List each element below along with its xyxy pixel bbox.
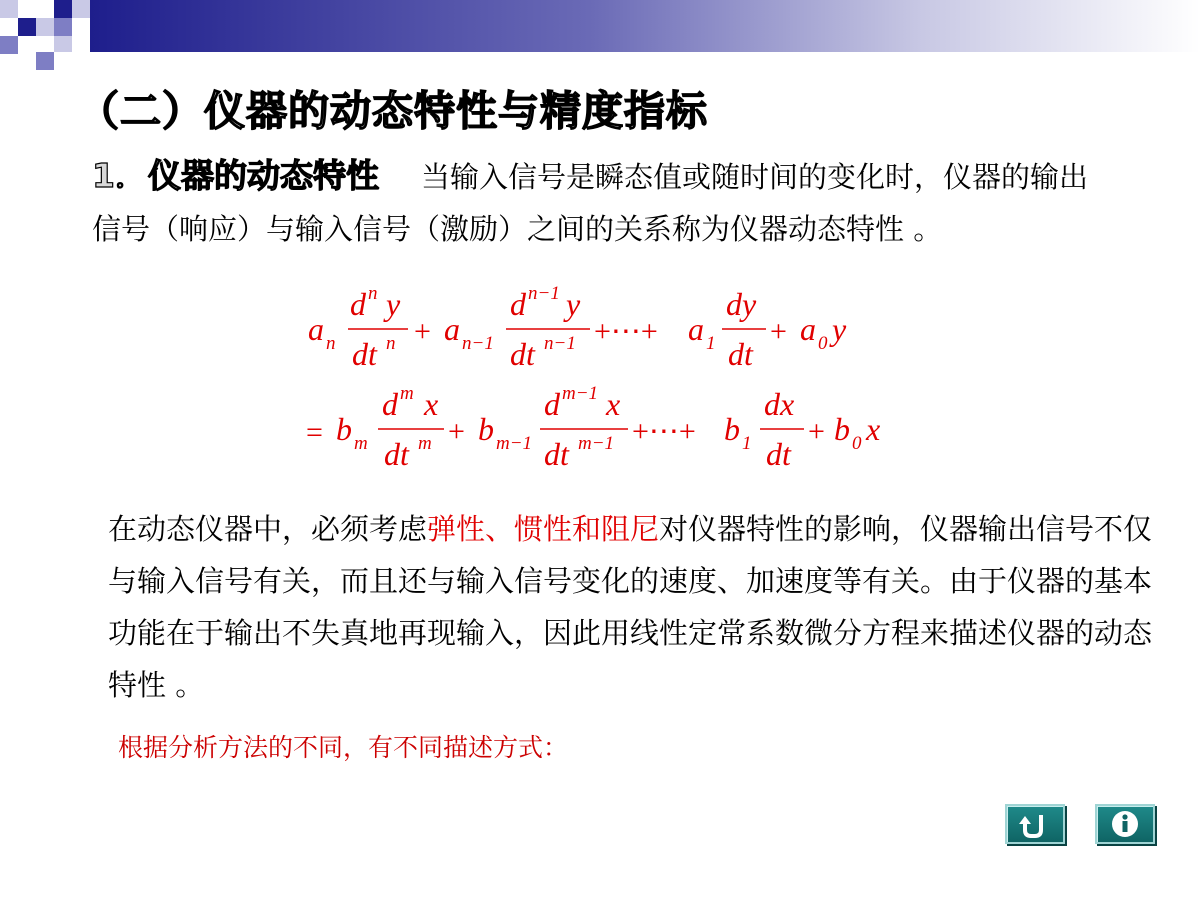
back-button[interactable] bbox=[1005, 804, 1065, 844]
eq-plus: + bbox=[770, 315, 787, 348]
eq-den: dt bbox=[510, 336, 535, 372]
eq-den: dt bbox=[384, 436, 409, 472]
banner-square bbox=[36, 52, 54, 70]
eq-sub: 1 bbox=[706, 333, 716, 354]
eq-den: dt bbox=[544, 436, 569, 472]
eq-sup: m−1 bbox=[578, 433, 615, 454]
eq-plus: + bbox=[448, 415, 465, 448]
intro-text: 当输入信号是瞬态值或随时间的变化时，仪器的输出信号（响应）与输入信号（激励）之间的关系称为仪器动态特性 。 bbox=[92, 160, 1088, 246]
return-arrow-icon bbox=[1007, 806, 1063, 842]
eq-num: d bbox=[544, 386, 560, 422]
equation-line-2 bbox=[306, 383, 880, 472]
banner-square bbox=[36, 18, 54, 36]
eq-coef: a bbox=[688, 311, 704, 347]
intro-paragraph bbox=[92, 150, 1102, 255]
eq-sub: n−1 bbox=[462, 333, 494, 354]
eq-var: x bbox=[866, 411, 881, 447]
eq-equals: = bbox=[306, 416, 323, 449]
equation-line-1 bbox=[308, 285, 847, 372]
eq-num: d bbox=[510, 286, 526, 322]
eq-coef: b bbox=[834, 411, 850, 447]
eq-sub: n bbox=[326, 333, 336, 354]
banner-square bbox=[54, 36, 72, 52]
banner-square bbox=[54, 18, 72, 36]
banner-square bbox=[0, 0, 18, 18]
eq-sub: 1 bbox=[742, 433, 752, 454]
eq-den: dt bbox=[766, 436, 791, 472]
eq-num: dy bbox=[726, 286, 757, 322]
eq-ellipsis: +⋯+ bbox=[594, 315, 658, 348]
eq-sub: 0 bbox=[818, 333, 828, 354]
body-paragraph bbox=[108, 503, 1158, 711]
eq-plus: + bbox=[808, 415, 825, 448]
eq-coef: a bbox=[800, 311, 816, 347]
eq-sup: n−1 bbox=[528, 285, 560, 304]
differential-equation bbox=[300, 285, 900, 475]
eq-sub: 0 bbox=[852, 433, 862, 454]
banner-gradient-bar bbox=[90, 0, 1200, 52]
slide-title: （二）仪器的动态特性与精度指标 bbox=[78, 87, 708, 135]
eq-ellipsis: +⋯+ bbox=[632, 415, 696, 448]
eq-sup: m bbox=[418, 433, 432, 454]
banner-square bbox=[54, 0, 72, 18]
body-text-after: 对仪器特性的影响，仪器输出信号不仅与输入信号有关，而且还与输入信号变化的速度、加速度等有关。由于仪器的基本功能在于输出不失真地再现输入，因此用线性定常系数微分方程来描述仪器的动态特性 。 bbox=[108, 512, 1153, 702]
eq-var: x bbox=[606, 386, 621, 422]
eq-coef: b bbox=[336, 411, 352, 447]
eq-coef: a bbox=[308, 311, 324, 347]
method-note: 根据分析方法的不同，有不同描述方式： bbox=[118, 733, 569, 762]
eq-var: y bbox=[832, 311, 847, 347]
eq-den: dt bbox=[728, 336, 753, 372]
highlight-text: 弹性、惯性和阻尼 bbox=[427, 512, 660, 546]
banner-square bbox=[18, 18, 36, 36]
banner-square bbox=[72, 0, 90, 18]
eq-sub: m−1 bbox=[496, 433, 533, 454]
eq-sup: n bbox=[386, 333, 396, 354]
eq-sub: m bbox=[354, 433, 368, 454]
banner-square bbox=[0, 36, 18, 54]
section-heading: 1．仪器的动态特性 bbox=[92, 156, 379, 195]
info-button[interactable] bbox=[1095, 804, 1155, 844]
info-icon bbox=[1097, 806, 1153, 842]
eq-coef: b bbox=[724, 411, 740, 447]
eq-num: d bbox=[382, 386, 398, 422]
top-banner bbox=[0, 0, 1200, 55]
eq-plus: + bbox=[414, 315, 431, 348]
eq-den: dt bbox=[352, 336, 377, 372]
eq-num: dx bbox=[764, 386, 795, 422]
eq-sup: m bbox=[400, 383, 414, 404]
eq-coef: b bbox=[478, 411, 494, 447]
eq-sup: n−1 bbox=[544, 333, 576, 354]
body-text-before: 在动态仪器中，必须考虑 bbox=[108, 512, 428, 546]
eq-sup: m−1 bbox=[562, 383, 599, 404]
eq-sup: n bbox=[368, 285, 378, 304]
eq-num: d bbox=[350, 286, 366, 322]
eq-var: y bbox=[566, 286, 581, 322]
eq-var: x bbox=[424, 386, 439, 422]
eq-coef: a bbox=[444, 311, 460, 347]
eq-var: y bbox=[386, 286, 401, 322]
